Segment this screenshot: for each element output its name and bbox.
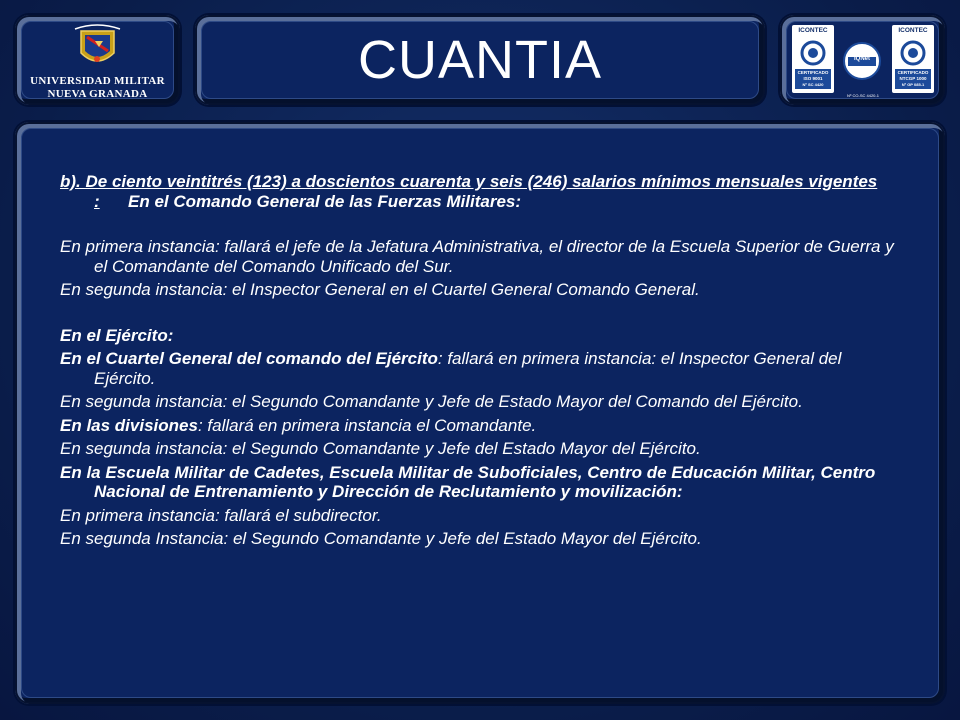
paragraph-7: En segunda instancia: el Segundo Comandante y Jefe del Estado Mayor del Ejército.: [60, 439, 701, 458]
cert3-label: CERTIFICADO: [897, 70, 929, 75]
cert3-standard: NTCGP 1000: [899, 76, 927, 81]
paragraph-9: En primera instancia: fallará el subdirector.: [60, 505, 382, 525]
paragraph-6-bold: En las divisiones: [60, 415, 198, 435]
paragraph-ejercito: En el Ejército:: [60, 325, 174, 345]
icontec-logo-icon: [892, 35, 934, 75]
heading-b-tail: En el Comando General de las Fuerzas Militares:: [128, 191, 522, 211]
paragraph-1: En primera instancia: fallará el jefe de la Jefatura Administrativa, el director de la Escuela Superior de Guerra y el Comandante del Comando Unificado del Sur.: [60, 237, 894, 276]
cert1-label: CERTIFICADO: [797, 70, 829, 75]
icontec-ntcgp-certificate: [892, 25, 934, 93]
paragraph-6: [60, 416, 900, 436]
paragraph-4-bold: En el Cuartel General del comando del Ejército: [60, 349, 438, 368]
cert3-number: Nº GP 085-1: [901, 82, 925, 87]
logo-panel: [15, 15, 180, 105]
icontec-iso-certificate: [792, 25, 834, 93]
cert3-box: [895, 69, 931, 89]
paragraph-10: En segunda Instancia: el Segundo Comandante y Jefe del Estado Mayor del Ejército.: [60, 529, 702, 548]
slide-title: CUANTIA: [357, 30, 602, 90]
paragraph-5: En segunda instancia: el Segundo Comandante y Jefe de Estado Mayor del Comando del Ejército.: [60, 392, 803, 411]
university-name-line1: UNIVERSIDAD MILITAR: [30, 75, 165, 87]
heading-b-underlined: b). De ciento veintitrés (123) a doscientos cuarenta y seis (246) salarios mínimos mensuales vigentes :: [60, 172, 878, 211]
cert3-brand: ICONTEC: [898, 27, 928, 34]
cert1-standard: ISO 9001: [803, 76, 823, 81]
icontec-logo-icon: [792, 35, 834, 75]
cert1-box: [795, 69, 831, 89]
title-panel: [195, 15, 765, 105]
paragraph-4: [60, 349, 900, 388]
paragraph-2: En segunda instancia: el Inspector General en el Cuartel General Comando General.: [60, 280, 700, 299]
iqnet-brand: IQNet: [853, 56, 870, 62]
iqnet-logo-icon: [840, 37, 884, 93]
paragraph-8: En la Escuela Militar de Cadetes, Escuela Militar de Suboficiales, Centro de Educación Militar, Centro Nacional de Entrenamiento y Dirección de Reclutamiento y movilización:: [60, 462, 876, 501]
university-name-line2: NUEVA GRANADA: [47, 88, 148, 100]
content-body: [60, 172, 900, 553]
paragraph-6-rest: : fallará en primera instancia el Comandante.: [197, 415, 537, 435]
section-heading-b: [60, 172, 900, 211]
certifications-panel: [780, 15, 945, 105]
paragraph-4-rest: : fallará en primera instancia: el Inspector General del Ejército.: [94, 349, 842, 388]
iqnet-number: Nº CO-SC 4420-1: [847, 93, 879, 98]
cert1-brand: ICONTEC: [798, 27, 828, 34]
cert1-number: Nº SC 4420: [802, 82, 824, 87]
